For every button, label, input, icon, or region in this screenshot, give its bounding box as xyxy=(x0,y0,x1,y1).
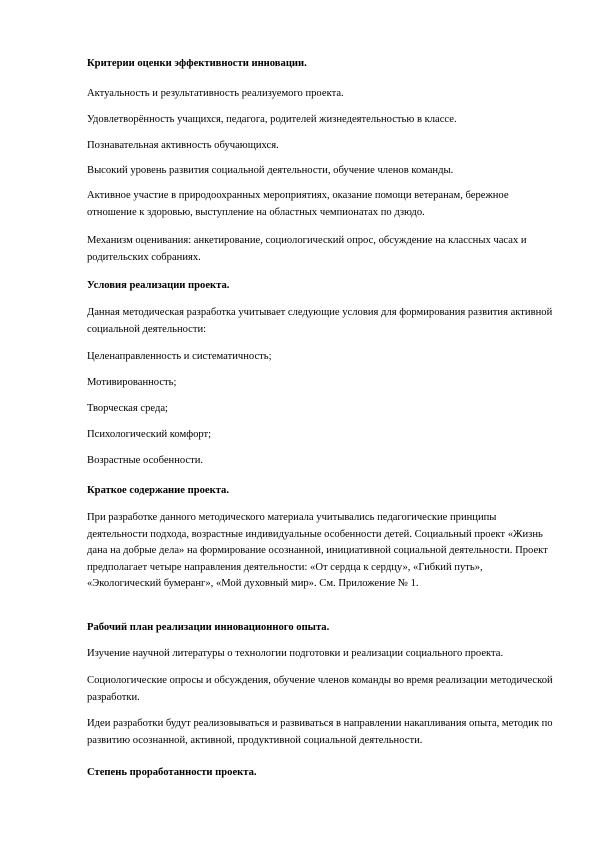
criteria-paragraph-4: Высокий уровень развития социальной деятельности, обучение членов команды. xyxy=(87,165,454,176)
criteria-paragraph-3: Познавательная активность обучающихся. xyxy=(87,140,279,151)
conditions-paragraph-3: Мотивированность; xyxy=(87,377,177,388)
summary-paragraph-1: При разработке данного методического материала учитывались педагогические принципы деятельности подхода, возрастные индивидуальные особенности детей. Социальный проект «Жизнь дана на добрые дела» на формирование осознанной, инициативной социальной деятельности. Проект предполагает четыре направления деятельности: «От сердца к сердцу», «Гибкий путь», «Экологический бумеранг», «Мой духовный мир». См. Приложение № 1. xyxy=(87,512,548,589)
workplan-paragraph-3: Идеи разработки будут реализовываться и развиваться в направлении накапливания опыта, методик по развитию осознанной, активной, продуктивной социальной деятельности. xyxy=(87,718,553,746)
conditions-paragraph-2: Целенаправленность и систематичность; xyxy=(87,351,272,362)
degree-heading: Степень проработанности проекта. xyxy=(87,767,257,778)
criteria-paragraph-1: Актуальность и результативность реализуемого проекта. xyxy=(87,88,344,99)
summary-heading: Краткое содержание проекта. xyxy=(87,485,229,496)
workplan-heading: Рабочий план реализации инновационного опыта. xyxy=(87,622,330,633)
conditions-heading: Условия реализации проекта. xyxy=(87,280,230,291)
workplan-paragraph-1: Изучение научной литературы о технологии подготовки и реализации социального проекта. xyxy=(87,648,504,659)
conditions-paragraph-4: Творческая среда; xyxy=(87,403,169,414)
criteria-heading: Критерии оценки эффективности инновации. xyxy=(87,58,307,69)
workplan-paragraph-2: Социологические опросы и обсуждения, обучение членов команды во время реализации методической разработки. xyxy=(87,675,553,703)
criteria-paragraph-5: Активное участие в природоохранных мероприятиях, оказание помощи ветеранам, бережное отношение к здоровью, выступление на областных чемпионатах по дзюдо. xyxy=(87,190,509,218)
criteria-paragraph-6: Механизм оценивания: анкетирование, социологический опрос, обсуждение на классных часах и родительских собраниях. xyxy=(87,235,527,263)
conditions-paragraph-6: Возрастные особенности. xyxy=(87,455,204,466)
conditions-paragraph-1: Данная методическая разработка учитывает следующие условия для формирования развития активной социальной деятельности: xyxy=(87,307,553,335)
criteria-paragraph-2: Удовлетворённость учащихся, педагога, родителей жизнедеятельностью в классе. xyxy=(87,114,457,125)
conditions-paragraph-5: Психологический комфорт; xyxy=(87,429,212,440)
